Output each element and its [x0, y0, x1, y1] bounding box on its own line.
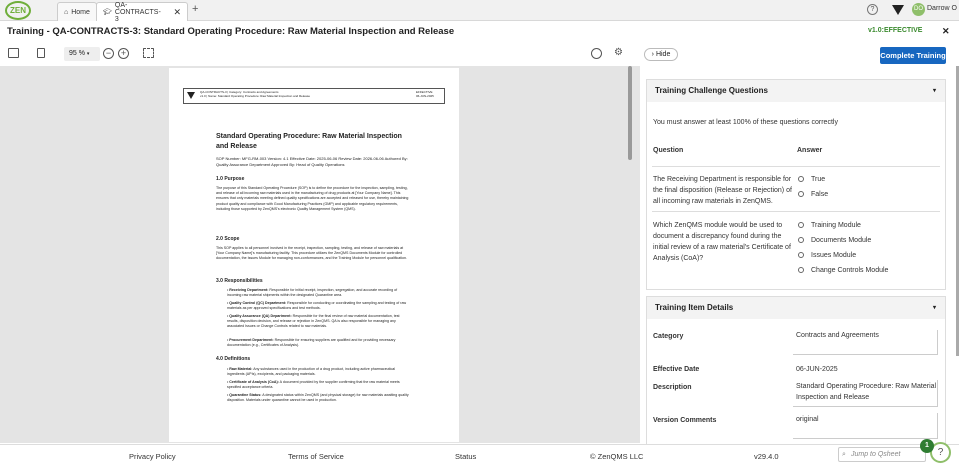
description-field — [793, 380, 938, 407]
divider — [652, 166, 940, 167]
notification-badge[interactable]: 1 — [920, 439, 934, 453]
option-training-module[interactable]: Training Module — [811, 222, 861, 229]
chevron-down-icon[interactable]: ▾ — [932, 305, 936, 311]
document-title: Standard Operating Procedure: Raw Material Inspection and Release — [216, 133, 402, 150]
description-label: Description — [653, 384, 692, 391]
radio-documents-module[interactable] — [798, 237, 804, 243]
details-title: Training Item Details — [655, 303, 734, 312]
question-2: Which ZenQMS module would be used to document a discrepancy found during the initial review of a raw material's Certificate of Analysis (CoA)? — [653, 222, 791, 262]
top-bar — [0, 0, 959, 21]
section-heading: 1.0 Purpose — [216, 176, 245, 182]
effective-date-value: 06-JUN-2025 — [796, 366, 838, 373]
doc-header-left2: v1.0 | Name: Standard Operating Procedure: Raw Material Inspection and Release — [200, 94, 311, 98]
radio-training-module[interactable] — [798, 222, 804, 228]
version-comments-field — [793, 413, 938, 439]
terms-link[interactable]: Terms of Service — [288, 452, 344, 461]
tab-active-label: QA-CONTRACTS-3 — [114, 1, 161, 23]
copyright: © ZenQMS LLC — [590, 452, 644, 461]
option-documents-module[interactable]: Documents Module — [811, 237, 872, 244]
new-tab-button[interactable]: + — [192, 3, 199, 15]
column-answer: Answer — [797, 147, 823, 154]
list-item: • Procurement Department: Responsible for ensuring suppliers are qualified and for providing necessary documentation (e.g., Certificates of Analysis). — [227, 338, 396, 348]
option-true[interactable]: True — [811, 176, 826, 183]
divider — [652, 211, 940, 212]
footer — [0, 444, 959, 465]
list-item: • Quarantine Status: A designated status within ZenQMS (and physical storage) for raw materials awaiting quality disposition. Materials under quarantine cannot be used in production. — [227, 393, 409, 403]
document-icon[interactable] — [37, 48, 45, 58]
option-false[interactable]: False — [811, 191, 829, 198]
zen-logo[interactable]: ZEN — [5, 1, 31, 20]
close-tab-icon[interactable]: ✕ — [173, 6, 181, 17]
category-field — [793, 330, 938, 355]
section-text: This SOP applies to all personnel involved in the receipt, inspection, sampling, testing, and release of raw materials at [Your Company Name]'s manufacturing facility. This procedure utilizes the ZenQMS Documents Module for controlled documentation, the Issues Module for managing non-conformances, and the Training Module for personnel qualification. — [216, 246, 407, 261]
tab-home-label: Home — [71, 8, 90, 16]
radio-false[interactable] — [798, 191, 804, 197]
search-icon: ⌕ — [842, 451, 846, 458]
version-comments-label: Version Comments — [653, 417, 717, 424]
option-issues-module[interactable]: Issues Module — [811, 252, 857, 259]
zoom-select[interactable]: 95 % ▾ — [64, 47, 100, 61]
list-item: • Raw Material: Any substances used in the production of a drug product, including active pharmaceutical ingredients (APIs), excipients, and packaging materials. — [227, 367, 396, 377]
list-item: • Certificate of Analysis (CoA): A document provided by the supplier confirming that the raw material meets specified acceptance criteria. — [227, 380, 400, 390]
zoom-in-icon[interactable]: + — [118, 48, 129, 59]
home-icon: ⌂ — [64, 8, 69, 16]
user-name[interactable]: Darrow O — [927, 5, 957, 12]
chevron-down-icon[interactable]: ▾ — [932, 88, 936, 94]
list-item: • Quality Assurance (QA) Department: Responsible for the final review of raw material documentation, test results, disposition decision, and release or rejection in ZenQMS. QA is also responsible for managing any associated Issues or Change Controls related to raw materials. — [227, 314, 400, 329]
description-value: Standard Operating Procedure: Raw Material Inspection and Release — [796, 383, 937, 401]
help-icon[interactable]: ? — [867, 4, 878, 15]
viewer-scrollbar[interactable] — [628, 66, 632, 160]
privacy-link[interactable]: Privacy Policy — [129, 452, 176, 461]
tab-qa-contracts[interactable] — [96, 2, 188, 21]
gear-icon[interactable]: ⚙ — [614, 47, 623, 58]
qsheet-search-input[interactable] — [838, 447, 926, 462]
radio-issues-module[interactable] — [798, 252, 804, 258]
effective-date-label: Effective Date — [653, 366, 700, 373]
fullscreen-icon[interactable] — [143, 48, 154, 58]
zoom-out-icon[interactable]: − — [103, 48, 114, 59]
version-comments-value: original — [796, 416, 819, 423]
category-label: Category — [653, 333, 684, 340]
avatar[interactable]: DO — [912, 3, 925, 16]
chevron-right-icon: › — [651, 51, 654, 58]
document-header-table — [183, 88, 445, 104]
app-version: v29.4.0 — [754, 452, 779, 461]
challenge-title: Training Challenge Questions — [655, 86, 768, 95]
close-icon[interactable]: ✕ — [942, 26, 950, 36]
radio-change-controls-module[interactable] — [798, 267, 804, 273]
details-panel-header[interactable] — [647, 297, 945, 319]
list-item: • Receiving Department: Responsible for initial receipt, inspection, segregation, and accurate recording of incoming raw material shipments within the designated Quarantine area. — [227, 288, 398, 298]
doc-header-left: QA-CONTRACTS-3 | Category: Contracts and Agreements — [200, 90, 279, 94]
section-heading: 3.0 Responsibilities — [216, 278, 263, 284]
category-value: Contracts and Agreements — [796, 332, 879, 339]
page-title: Training - QA-CONTRACTS-3: Standard Operating Procedure: Raw Material Inspection and Release — [7, 26, 455, 37]
column-question: Question — [653, 147, 684, 154]
challenge-panel-header[interactable] — [647, 80, 945, 102]
graduation-cap-icon: 🎓︎ — [103, 9, 112, 16]
document-meta: SOP Number: MFG-RM-003 Version: 4.1 Effective Date: 2025-06-06 Review Date: 2026-06-06 Authored By: Quality Assurance Department Approved By: Head of Quality Operations — [216, 156, 408, 167]
document-viewer[interactable] — [0, 66, 640, 443]
viewer-toolbar — [0, 43, 959, 65]
help-fab-icon[interactable]: ? — [930, 442, 951, 463]
title-bar — [0, 22, 959, 42]
search-icon[interactable] — [591, 48, 602, 59]
qsheet-placeholder: Jump to Qsheet — [851, 451, 901, 458]
hide-button[interactable]: › Hide — [644, 48, 678, 61]
section-text: The purpose of this Standard Operating Procedure (SOP) is to define the procedure for the inspection, sampling, testing, and release of all incoming raw materials used in the manufacturing of drug products at [Your Company Name]. This ensures that only materials meeting defined quality specifications are accepted and released for use, thereby maintaining product quality and compliance with Good Manufacturing Practices (GMP) and applicable regulatory requirements, including those supported by ZenQMS's electronic Quality Management System (QMS). — [216, 186, 409, 211]
status-link[interactable]: Status — [455, 452, 477, 461]
section-heading: 4.0 Definitions — [216, 356, 251, 362]
complete-training-button[interactable]: Complete Training — [880, 47, 946, 64]
radio-true[interactable] — [798, 176, 804, 182]
version-badge: v1.0:EFFECTIVE — [868, 27, 923, 34]
doc-header-right: EFFECTIVE — [416, 90, 433, 94]
company-logo-icon[interactable] — [892, 5, 904, 15]
list-item: • Quality Control (QC) Department: Responsible for conducting or coordinating the sampling and testing of raw materials as per approved specifications and test methods. — [227, 301, 407, 311]
document-page — [169, 68, 459, 442]
sidebar-toggle-icon[interactable] — [8, 48, 19, 58]
chevron-down-icon: ▾ — [86, 51, 90, 57]
doc-header-right2: 06-JUN-2025 — [416, 94, 434, 98]
question-1: The Receiving Department is responsible for the final disposition (Release or Rejection) of all incoming raw materials in ZenQMS. — [653, 176, 792, 205]
section-heading: 2.0 Scope — [216, 236, 240, 242]
company-logo-icon — [187, 92, 195, 99]
challenge-instruction: You must answer at least 100% of these questions correctly — [653, 119, 838, 126]
option-change-controls-module[interactable]: Change Controls Module — [811, 267, 889, 274]
tab-home[interactable] — [57, 2, 97, 21]
